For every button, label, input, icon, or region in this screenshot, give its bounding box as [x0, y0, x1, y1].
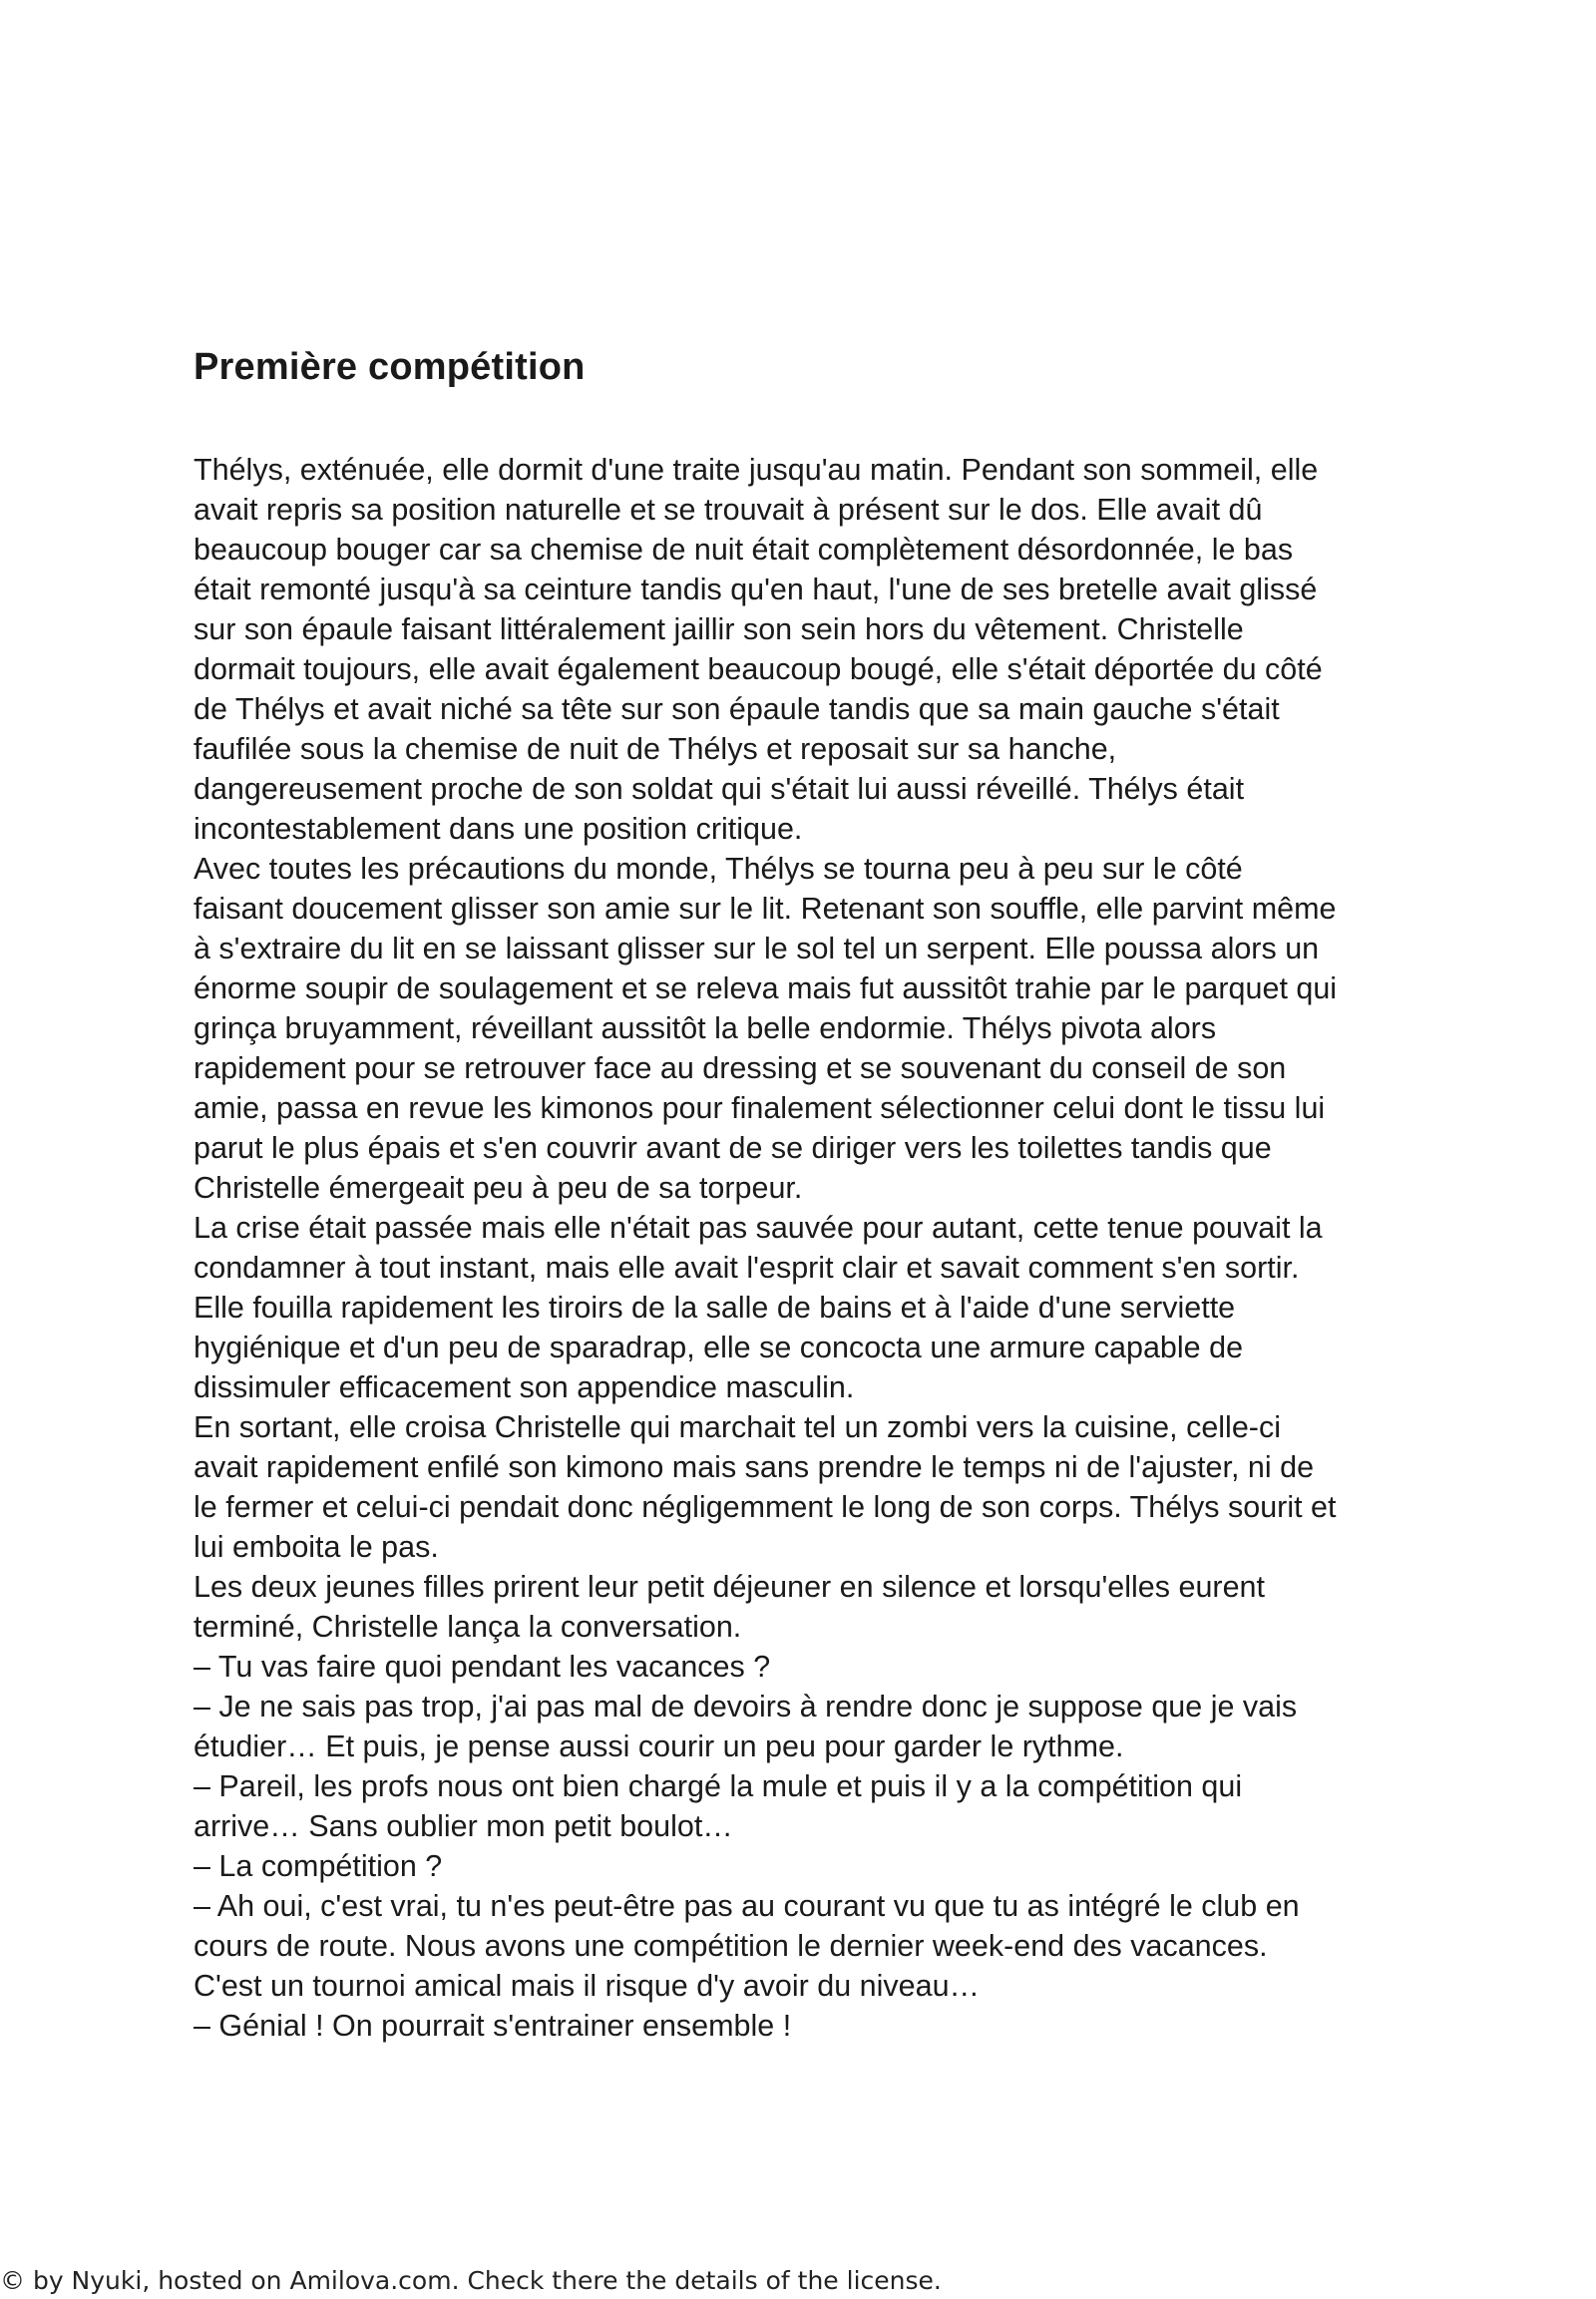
text-line: La crise était passée mais elle n'était pas sauvée pour autant, cette tenue pouvait la: [194, 1211, 1323, 1245]
text-line: – Tu vas faire quoi pendant les vacances ?: [194, 1650, 771, 1684]
text-line: dormait toujours, elle avait également beaucoup bougé, elle s'était déportée du côté: [194, 652, 1323, 686]
text-line: sur son épaule faisant littéralement jaillir son sein hors du vêtement. Christelle: [194, 612, 1244, 646]
text-line: parut le plus épais et s'en couvrir avant de se diriger vers les toilettes tandis que: [194, 1131, 1272, 1165]
text-line: étudier… Et puis, je pense aussi courir un peu pour garder le rythme.: [194, 1729, 1124, 1763]
text-line: – Pareil, les profs nous ont bien chargé la mule et puis il y a la compétition qui: [194, 1769, 1243, 1803]
text-line: faisant doucement glisser son amie sur le lit. Retenant son souffle, elle parvint même: [194, 892, 1337, 926]
text-line: était remonté jusqu'à sa ceinture tandis qu'en haut, l'une de ses bretelle avait glissé: [194, 573, 1318, 606]
text-line: hygiénique et d'un peu de sparadrap, elle se concocta une armure capable de: [194, 1331, 1244, 1364]
text-line: C'est un tournoi amical mais il risque d'y avoir du niveau…: [194, 1969, 981, 2003]
text-line: incontestablement dans une position critique.: [194, 812, 803, 846]
text-line: dissimuler efficacement son appendice masculin.: [194, 1370, 855, 1404]
chapter-body: [194, 450, 1430, 2046]
text-line: amie, passa en revue les kimonos pour finalement sélectionner celui dont le tissu lui: [194, 1091, 1326, 1125]
text-line: énorme soupir de soulagement et se releva mais fut aussitôt trahie par le parquet qui: [194, 971, 1338, 1005]
text-line: Les deux jeunes filles prirent leur petit déjeuner en silence et lorsqu'elles eurent: [194, 1570, 1265, 1604]
text-line: Avec toutes les précautions du monde, Thélys se tourna peu à peu sur le côté: [194, 852, 1243, 886]
text-line: avait rapidement enfilé son kimono mais sans prendre le temps ni de l'ajuster, ni de: [194, 1450, 1315, 1484]
chapter-title: Première compétition: [194, 346, 586, 388]
text-line: – Ah oui, c'est vrai, tu n'es peut-être pas au courant vu que tu as intégré le club en: [194, 1889, 1300, 1923]
text-line: beaucoup bouger car sa chemise de nuit était complètement désordonnée, le bas: [194, 533, 1294, 567]
text-line: terminé, Christelle lança la conversation.: [194, 1610, 742, 1644]
text-line: cours de route. Nous avons une compétition le dernier week-end des vacances.: [194, 1929, 1268, 1963]
text-line: le fermer et celui-ci pendait donc négligemment le long de son corps. Thélys sourit et: [194, 1490, 1337, 1524]
text-line: – Génial ! On pourrait s'entrainer ensemble !: [194, 2009, 792, 2043]
text-line: – Je ne sais pas trop, j'ai pas mal de devoirs à rendre donc je suppose que je vais: [194, 1690, 1298, 1724]
text-line: arrive… Sans oublier mon petit boulot…: [194, 1809, 733, 1843]
text-line: Christelle émergeait peu à peu de sa torpeur.: [194, 1171, 803, 1205]
text-line: rapidement pour se retrouver face au dressing et se souvenant du conseil de son: [194, 1051, 1287, 1085]
license-footer: © by Nyuki, hosted on Amilova.com. Check there the details of the license.: [0, 2266, 942, 2295]
text-line: Thélys, exténuée, elle dormit d'une traite jusqu'au matin. Pendant son sommeil, elle: [194, 453, 1319, 487]
text-line: grinça bruyamment, réveillant aussitôt la belle endormie. Thélys pivota alors: [194, 1011, 1217, 1045]
text-line: avait repris sa position naturelle et se trouvait à présent sur le dos. Elle avait dû: [194, 493, 1263, 527]
text-line: – La compétition ?: [194, 1849, 443, 1883]
text-line: condamner à tout instant, mais elle avait l'esprit clair et savait comment s'en sortir.: [194, 1251, 1300, 1285]
text-line: de Thélys et avait niché sa tête sur son épaule tandis que sa main gauche s'était: [194, 692, 1280, 726]
text-line: faufilée sous la chemise de nuit de Thélys et reposait sur sa hanche,: [194, 732, 1117, 766]
text-line: Elle fouilla rapidement les tiroirs de la salle de bains et à l'aide d'une serviette: [194, 1291, 1236, 1325]
text-line: à s'extraire du lit en se laissant glisser sur le sol tel un serpent. Elle poussa alors un: [194, 932, 1320, 965]
text-line: dangereusement proche de son soldat qui s'était lui aussi réveillé. Thélys était: [194, 772, 1245, 806]
text-line: lui emboita le pas.: [194, 1530, 439, 1564]
text-line: En sortant, elle croisa Christelle qui marchait tel un zombi vers la cuisine, celle-ci: [194, 1410, 1281, 1444]
